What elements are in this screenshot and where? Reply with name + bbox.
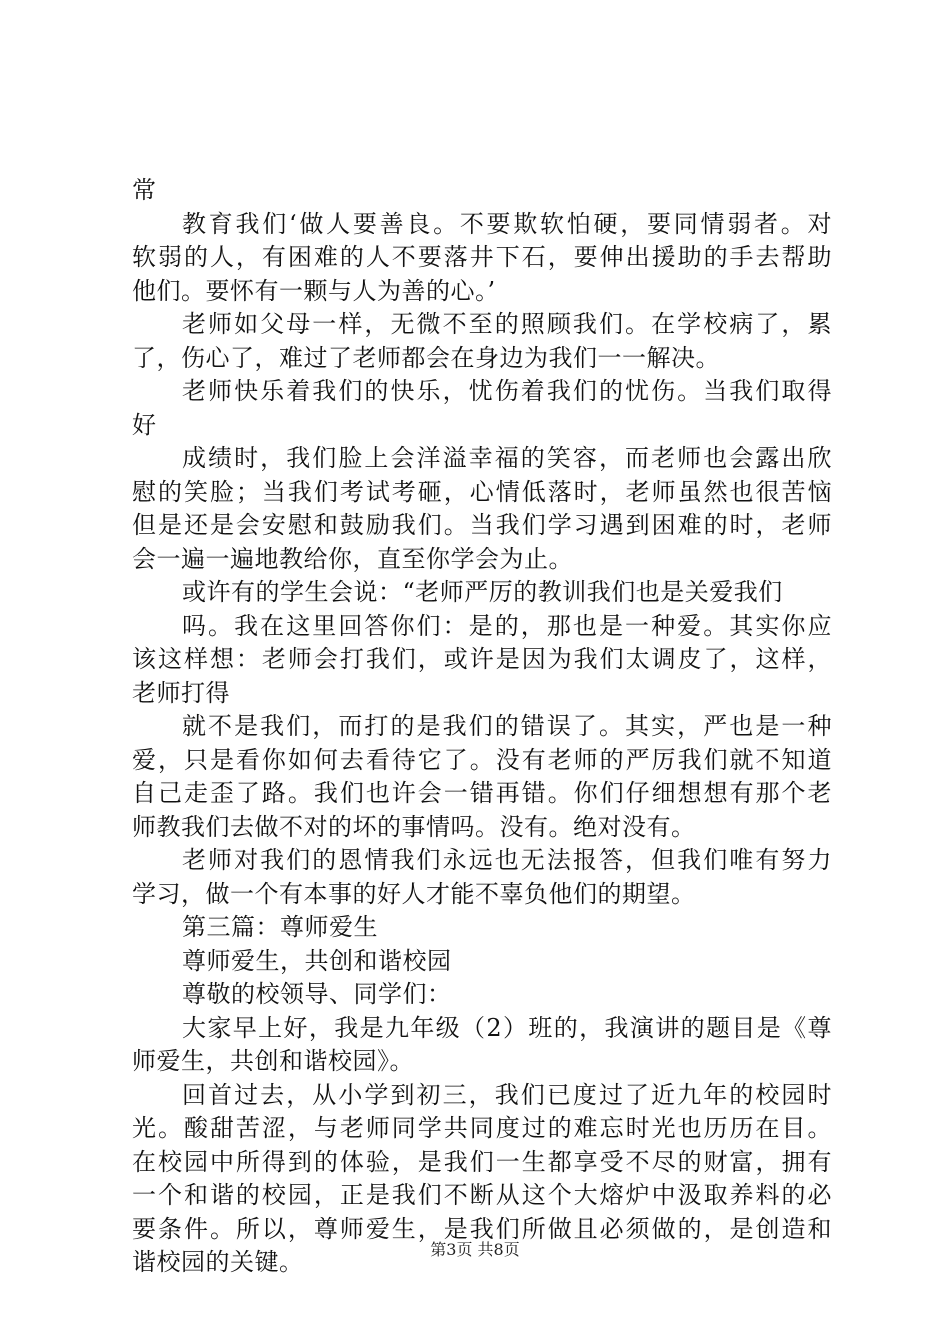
text-line: 学习，做一个有本事的好人才能不辜负他们的期望。 <box>132 879 696 908</box>
text-line: 该这样想：老师会打我们，或许是因为我们太调皮了，这样， <box>132 645 832 673</box>
text-line: 谐校园的关键。 <box>132 1248 304 1276</box>
document-body <box>132 174 832 1280</box>
text-line: 师爱生，共创和谐校园》。 <box>132 1047 414 1075</box>
text-line: 好 <box>132 410 157 439</box>
text-line: 常 <box>132 176 157 204</box>
text-line: 成绩时，我们脸上会洋溢幸福的笑容，而老师也会露出欣 <box>182 444 832 472</box>
text-line: 老师快乐着我们的快乐，忧伤着我们的忧伤。当我们取得 <box>182 377 832 405</box>
text-line: 老师对我们的恩情我们永远也无法报答，但我们唯有努力 <box>182 846 832 874</box>
text-line: 或许有的学生会说：“老师严厉的教训我们也是关爱我们 <box>182 578 783 606</box>
text-line: 一个和谐的校园，正是我们不断从这个大熔炉中汲取养料的必 <box>132 1181 832 1209</box>
text-line: 第三篇：尊师爱生 <box>182 913 378 941</box>
text-line: 老师如父母一样，无微不至的照顾我们。在学校病了，累 <box>182 310 832 338</box>
text-line: 老师打得 <box>132 678 230 707</box>
page-footer: 第3页 共8页 <box>430 1240 520 1259</box>
text-line: 要条件。所以，尊师爱生，是我们所做且必须做的，是创造和 <box>132 1214 832 1243</box>
text-line: 师教我们去做不对的坏的事情吗。没有。绝对没有。 <box>132 812 696 841</box>
text-line: 了，伤心了，难过了老师都会在身边为我们一一解决。 <box>132 343 720 372</box>
text-line: 尊师爱生，共创和谐校园 <box>182 946 452 975</box>
text-line: 教育我们‘做人要善良。不要欺软怕硬，要同情弱者。对 <box>182 209 832 238</box>
text-line: 光。酸甜苦涩，与老师同学共同度过的难忘时光也历历在目。 <box>132 1114 832 1142</box>
text-line: 吗。我在这里回答你们：是的，那也是一种爱。其实你应 <box>182 611 832 640</box>
text-line: 自己走歪了路。我们也许会一错再错。你们仔细想想有那个老 <box>132 779 832 807</box>
text-line: 尊敬的校领导、同学们： <box>182 980 452 1008</box>
text-line: 他们。要怀有一颗与人为善的心。’ <box>132 276 496 305</box>
text-line: 在校园中所得到的体验，是我们一生都享受不尽的财富，拥有 <box>132 1147 832 1176</box>
text-line: 软弱的人，有困难的人不要落井下石，要伸出援助的手去帮助 <box>132 243 832 271</box>
text-line: 但是还是会安慰和鼓励我们。当我们学习遇到困难的时，老师 <box>132 511 832 539</box>
text-line: 回首过去，从小学到初三，我们已度过了近九年的校园时 <box>182 1080 832 1109</box>
text-line: 会一遍一遍地教给你，直至你学会为止。 <box>132 544 573 573</box>
text-line: 慰的笑脸；当我们考试考砸，心情低落时，老师虽然也很苦恼 <box>132 477 832 506</box>
text-line: 大家早上好，我是九年级（2）班的，我演讲的题目是《尊 <box>182 1013 832 1042</box>
text-line: 就不是我们，而打的是我们的错误了。其实，严也是一种 <box>182 712 832 740</box>
text-line: 爱，只是看你如何去看待它了。没有老师的严厉我们就不知道 <box>132 745 832 774</box>
